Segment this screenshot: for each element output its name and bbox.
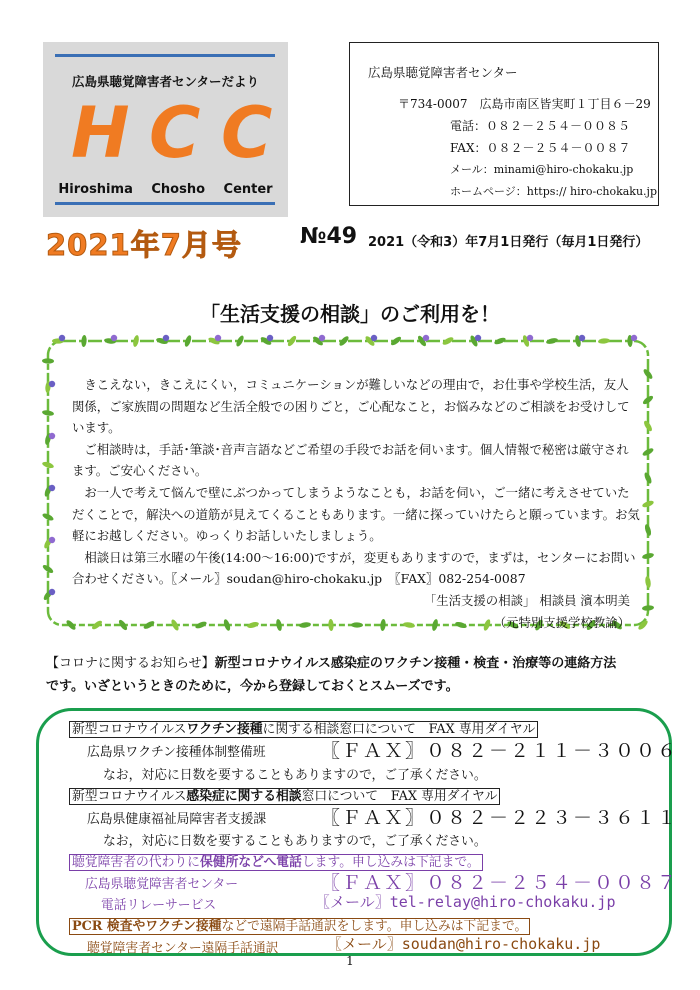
vine-berry (371, 335, 377, 341)
relay-email[interactable]: 〖メール〗tel-relay@hiro-chokaku.jp (315, 893, 616, 911)
relay-org: 広島県聴覚障害者センター (85, 877, 239, 892)
logo-letter-c2: C (221, 92, 273, 174)
vaccine-heading (69, 718, 538, 737)
logo-letter-h: H (71, 92, 130, 174)
issue-month: 2021年7月号 (46, 228, 242, 262)
contacts-box (36, 708, 679, 956)
vine-berry (49, 433, 55, 439)
vaccine-org: 広島県ワクチン接種体制整備班 (87, 745, 266, 760)
vine-leaf (598, 338, 610, 344)
pcr-email[interactable]: 〖メール〗soudan@hiro-chokaku.jp (327, 935, 601, 953)
counselor-signature: 「生活支援の相談」 相談員 濱本明美 (423, 592, 630, 608)
vine-berry (319, 335, 325, 341)
article-paragraph-1: きこえない，きこえにくい，コミュニケーションが難しいなどの理由で，お仕事や学校生活，友人関係，ご家族間の問題など生活全般での困りごと，ご心配なこと，お悩みなどのご相談をお受けしています。 (72, 377, 630, 436)
infection-fax: 〖ＦＡＸ〗０８２－２２３－３６１１ (321, 807, 679, 829)
vine-berry (49, 485, 55, 491)
vine-leaf (493, 336, 506, 345)
article-body (72, 374, 640, 633)
article-title: 「生活支援の相談」のご利用を！ (200, 302, 500, 326)
phone-number: 電話：０８２－２５４－００８５ (450, 119, 631, 133)
vine-leaf (644, 576, 651, 589)
infection-heading-bold: 感染症に関する相談 (186, 789, 302, 804)
website-link[interactable]: ホームページ：https:// hiro-chokaku.jp (450, 185, 657, 198)
vine-leaf (644, 524, 652, 537)
article-paragraph-2: ご相談時は，手話･筆談･音声言語などご希望の手段でお話を伺います。個人情報で秘密は厳守されます。ご安心ください。 (72, 441, 629, 479)
notice-line-2: です。いざというときのために，今から登録しておくとスムーズです。 (46, 679, 459, 694)
email-address[interactable]: メール：minami@hiro-chokaku.jp (450, 163, 634, 176)
vine-berry (267, 335, 273, 341)
corona-notice (46, 652, 666, 698)
vine-berry (59, 335, 65, 341)
page-number: 1 (346, 954, 354, 968)
pcr-heading-post: などで遠隔手話通訳をします。申し込みは下記まで。 (221, 919, 528, 934)
vine-berry (631, 335, 637, 341)
relay-heading-pre: 聴覚障害者の代わりに (72, 855, 200, 870)
vine-berry (49, 589, 55, 595)
vine-berry (527, 335, 533, 341)
pcr-heading (69, 915, 530, 934)
vaccine-heading-post: に関する相談窓口について FAX 専用ダイヤル (262, 722, 536, 737)
vine-berry (49, 537, 55, 543)
article-paragraph-3: お一人で考えて悩んで壁にぶつかってしまうようなことも，お話を伺い，ご一緒に考えさせていただくことで，解決への道筋が見えてくることもあります。一緒に探っていけたらと願っています。お気軽にお越しください。ゆっくりお話しいたしましょう。 (72, 484, 640, 544)
vine-leaf (81, 335, 87, 347)
address-box (349, 42, 659, 206)
relay-service: 電話リレーサービス (101, 898, 217, 913)
infection-note: なお，対応に日数を要することもありますので，ご了承ください。 (103, 834, 487, 849)
notice-tag: 【コロナに関するお知らせ】 (46, 656, 215, 671)
article-paragraph-4: 相談日は第三水曜の午後(14:00～16:00)ですが，変更もありますので，まずは，センターにお問い合わせください。〖メール〗soudan@hiro-chokaku.jp 〖FAX〗082-254-0087 (72, 549, 636, 587)
infection-heading (69, 785, 500, 804)
vaccine-fax: 〖ＦＡＸ〗０８２－２１１－３００６ (321, 740, 679, 762)
relay-heading-post: します。申し込みは下記まで。 (301, 855, 480, 870)
logo-letter-c1: C (149, 92, 201, 174)
vine-berry (163, 335, 169, 341)
infection-org: 広島県健康福祉局障害者支援課 (87, 812, 267, 827)
logo-bottom-rule (55, 202, 275, 205)
vine-berry (423, 335, 429, 341)
vine-berry (111, 335, 117, 341)
pcr-heading-bold: PCR 検査やワクチン接種 (72, 919, 222, 934)
infection-heading-post: 窓口について FAX 専用ダイヤル (301, 789, 498, 804)
vine-leaf (642, 605, 654, 611)
counselor-note: （元特別支援学校教諭） (493, 614, 630, 630)
center-name: 広島県聴覚障害者センター (368, 65, 518, 80)
vine-berry (579, 335, 585, 341)
relay-heading-bold: 保健所などへ電話 (199, 855, 302, 870)
vaccine-note: なお，対応に日数を要することもありますので，ご了承ください。 (103, 768, 487, 783)
fax-number: FAX：０８２－２５４－００８７ (450, 141, 631, 155)
postal-address: 〒734-0007 広島市南区皆実町１丁目６－29 (398, 97, 651, 111)
vaccine-heading-pre: 新型コロナウイルス (72, 722, 187, 737)
logo-top-rule (55, 54, 275, 57)
vine-leaf (42, 409, 55, 416)
newsletter-logo (43, 42, 288, 217)
vine-leaf (42, 358, 54, 364)
logo-subtitle: 広島県聴覚障害者センターだより (71, 74, 259, 89)
vine-leaf (546, 337, 559, 345)
pcr-org: 聴覚障害者センター遠隔手話通訳 (87, 941, 279, 956)
issue-date: 2021（令和3）年7月1日発行（毎月1日発行） (368, 235, 649, 250)
relay-fax: 〖ＦＡＸ〗０８２－２５４－００８７ (321, 872, 679, 894)
issue-number: №49 (300, 224, 358, 249)
vine-berry (49, 381, 55, 387)
vaccine-heading-bold: ワクチン接種 (186, 722, 263, 737)
vine-berry (215, 335, 221, 341)
logo-english-name: Hiroshima Chosho Center (58, 182, 273, 197)
vine-berry (475, 335, 481, 341)
infection-heading-pre: 新型コロナウイルス (72, 789, 187, 804)
notice-line-1: 新型コロナウイルス感染症のワクチン接種・検査・治療等の連絡方法 (214, 656, 617, 671)
